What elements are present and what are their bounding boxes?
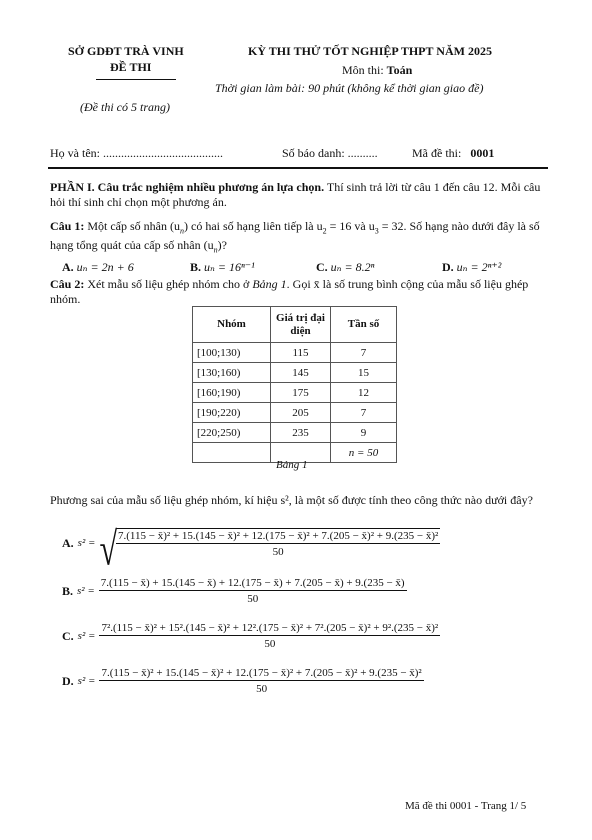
part1-instruction: Thí sinh trả lời từ câu 1 đến câu 12. Mỗi câu hỏi thí sinh chỉ chọn một phương án. bbox=[50, 180, 541, 209]
subject-line bbox=[342, 63, 412, 78]
table-header-group: Nhóm bbox=[193, 307, 271, 343]
table-row bbox=[193, 343, 397, 363]
q1-option-a-expr: uₙ = 2n + 6 bbox=[76, 260, 134, 274]
question-1: Câu 1: Một cấp số nhân $(u_n)$ có hai số hạng liên tiếp là $u_2 = 16$ và $u_3 = 32$. Số hạng nào dưới đây là số hạng tổng quát của cấp số nhân $(u_n)$? bbox=[50, 219, 540, 255]
table-row bbox=[193, 383, 397, 403]
fraction-denominator: 50 bbox=[272, 546, 284, 558]
q2-question: Phương sai của mẫu số liệu ghép nhóm, kí hiệu s², là một số được tính theo công thức nào dưới đây? bbox=[50, 493, 533, 507]
q1-text-a: Một cấp số nhân (u bbox=[84, 219, 180, 233]
table-cell bbox=[193, 443, 271, 463]
table-caption: Bảng 1 bbox=[276, 459, 308, 471]
exam-code-line bbox=[412, 146, 494, 161]
table-cell: [100;130) bbox=[193, 343, 271, 363]
table-header-row bbox=[193, 307, 397, 343]
table-cell: 12 bbox=[331, 383, 397, 403]
q1-option-d-expr: uₙ = 2ⁿ⁺² bbox=[456, 260, 502, 274]
table-cell: 7 bbox=[331, 343, 397, 363]
table-header-frequency: Tần số bbox=[331, 307, 397, 343]
q1-eq1: = 16 và u bbox=[326, 219, 375, 233]
table-cell: [220;250) bbox=[193, 423, 271, 443]
q2-option-d-lhs: s² = bbox=[77, 675, 96, 687]
fraction bbox=[116, 530, 440, 558]
q1-option-c-expr: uₙ = 8.2ⁿ bbox=[330, 260, 375, 274]
fraction-denominator: 50 bbox=[247, 593, 259, 605]
table-cell: 175 bbox=[271, 383, 331, 403]
table-cell: 205 bbox=[271, 403, 331, 423]
q1-label: Câu 1: bbox=[50, 219, 85, 233]
q2-option-c[interactable] bbox=[62, 622, 440, 650]
q2-option-b[interactable] bbox=[62, 577, 407, 605]
fraction bbox=[99, 577, 407, 605]
fraction-denominator: 50 bbox=[256, 683, 268, 695]
fraction-numerator: 7².(115 − x̄)² + 15².(145 − x̄)² + 12².(175 − x̄)² + 7².(205 − x̄)² + 9².(235 − x̄)² bbox=[101, 622, 439, 634]
q2-option-c-label: C. bbox=[62, 628, 74, 643]
table-cell: 9 bbox=[331, 423, 397, 443]
square-root bbox=[99, 522, 440, 575]
exam-code-value: 0001 bbox=[470, 146, 495, 160]
table-cell: [130;160) bbox=[193, 363, 271, 383]
table-cell: 115 bbox=[271, 343, 331, 363]
q2-option-c-lhs: s² = bbox=[77, 630, 96, 642]
q1-option-d-label: D. bbox=[442, 260, 454, 274]
time-note: Thời gian làm bài: 90 phút (không kể thời gian giao đề) bbox=[215, 81, 484, 95]
fraction bbox=[99, 667, 423, 695]
department-name: SỞ GDĐT TRÀ VINH bbox=[68, 44, 184, 58]
q2-option-a-label: A. bbox=[62, 535, 74, 550]
q1-option-d[interactable] bbox=[442, 260, 501, 275]
subject-name: Toán bbox=[386, 63, 413, 77]
q1-option-b-label: B. bbox=[190, 260, 202, 274]
grouped-data-table bbox=[192, 306, 397, 463]
part1-heading bbox=[50, 180, 545, 210]
exam-label: ĐỀ THI bbox=[110, 60, 152, 74]
table-total: n = 50 bbox=[331, 443, 397, 463]
subject-prefix: Môn thi: bbox=[342, 63, 387, 77]
table-cell: 235 bbox=[271, 423, 331, 443]
table-row bbox=[193, 403, 397, 423]
q2-text-b: . Gọi x̄ là số trung bình cộng của mẫu số liệu ghép nhóm. bbox=[50, 277, 529, 306]
question-2 bbox=[50, 277, 545, 307]
exam-title: KỲ THI THỬ TỐT NGHIỆP THPT NĂM 2025 bbox=[248, 44, 492, 58]
q2-option-d[interactable] bbox=[62, 667, 424, 695]
q1-option-a-label: A. bbox=[62, 260, 74, 274]
section-divider bbox=[48, 167, 548, 169]
table-header-midpoint: Giá trị đại diện bbox=[271, 307, 331, 343]
q1-option-c[interactable] bbox=[316, 260, 374, 275]
q2-text-a: Xét mẫu số liệu ghép nhóm cho ở bbox=[84, 277, 253, 291]
q2-option-b-label: B. bbox=[62, 583, 74, 598]
table-cell: 15 bbox=[331, 363, 397, 383]
fraction bbox=[99, 622, 440, 650]
pages-note: (Đề thi có 5 trang) bbox=[80, 100, 170, 114]
q2-option-b-lhs: s² = bbox=[77, 585, 95, 597]
q2-option-d-label: D. bbox=[62, 673, 74, 688]
table-cell: 7 bbox=[331, 403, 397, 423]
q2-option-a-lhs: s² = bbox=[77, 537, 96, 549]
q1-eq2: = 32. Số hạng nào dưới đây là số hạng tổng quát của cấp số nhân (u bbox=[50, 219, 540, 253]
table-cell: 145 bbox=[271, 363, 331, 383]
student-name-field: Họ và tên: ........................................ bbox=[50, 146, 223, 160]
table-row bbox=[193, 423, 397, 443]
q1-text-end: )? bbox=[217, 238, 227, 253]
fraction-numerator: 7.(115 − x̄) + 15.(145 − x̄) + 12.(175 − x̄) + 7.(205 − x̄) + 9.(235 − x̄) bbox=[100, 577, 405, 589]
q1-option-a[interactable] bbox=[62, 260, 134, 275]
table-row bbox=[193, 363, 397, 383]
radical-sign: √ bbox=[99, 522, 117, 575]
fraction-numerator: 7.(115 − x̄)² + 15.(145 − x̄)² + 12.(175 − x̄)² + 7.(205 − x̄)² + 9.(235 − x̄)² bbox=[118, 530, 439, 542]
table-cell: [160;190) bbox=[193, 383, 271, 403]
table-cell: [190;220) bbox=[193, 403, 271, 423]
part1-title: PHẦN I. Câu trắc nghiệm nhiều phương án lựa chọn. bbox=[50, 180, 325, 194]
q1-text-b: ) có hai số hạng liên tiếp là u bbox=[184, 219, 323, 233]
q2-option-a[interactable] bbox=[62, 522, 440, 575]
fraction-denominator: 50 bbox=[264, 638, 276, 650]
q2-table-ref: Bảng 1 bbox=[252, 277, 287, 291]
exam-code-label: Mã đề thi: bbox=[412, 146, 462, 160]
fraction-numerator: 7.(115 − x̄)² + 15.(145 − x̄)² + 12.(175 − x̄)² + 7.(205 − x̄)² + 9.(235 − x̄)² bbox=[101, 667, 422, 679]
q1-option-b[interactable] bbox=[190, 260, 255, 275]
header-underline-left bbox=[96, 79, 176, 80]
q1-option-c-label: C. bbox=[316, 260, 328, 274]
student-id-field: Số báo danh: .......... bbox=[282, 146, 378, 160]
q2-label: Câu 2: bbox=[50, 277, 85, 291]
page-footer: Mã đề thi 0001 - Trang 1/ 5 bbox=[405, 800, 527, 812]
q1-option-b-expr: uₙ = 16ⁿ⁻¹ bbox=[204, 260, 255, 274]
